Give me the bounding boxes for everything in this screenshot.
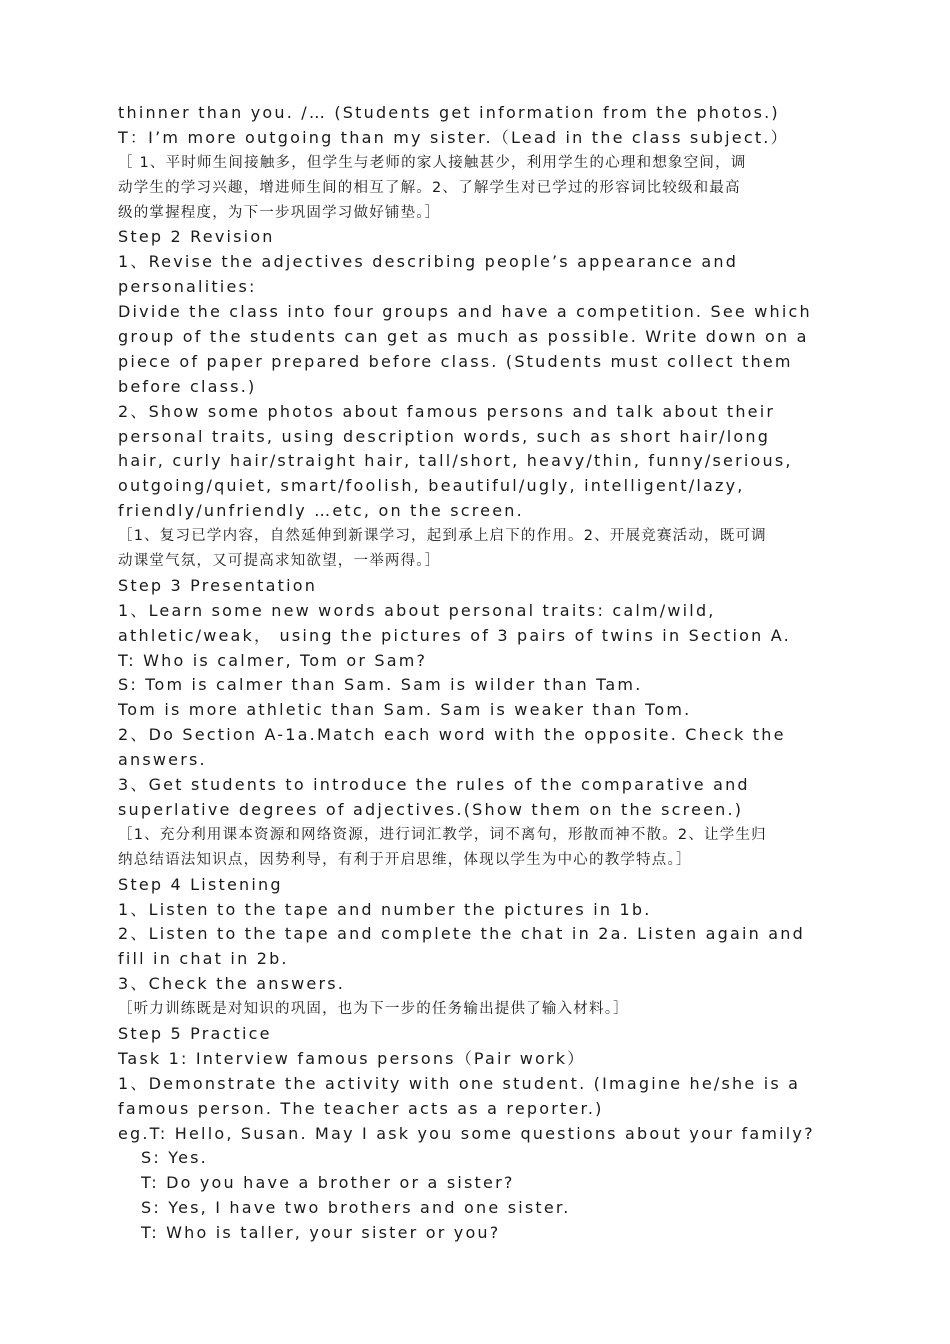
text-line: athletic/weak， using the pictures of 3 pairs of twins in Section A.: [118, 625, 791, 645]
text-line: 3、Check the answers.: [118, 974, 346, 994]
document-body: [118, 101, 868, 1246]
text-line: personal traits, using description words, such as short hair/long: [118, 426, 771, 446]
text-line: 2、Listen to the tape and complete the chat in 2a. Listen again and: [118, 924, 805, 944]
text-line: outgoing/quiet, smart/foolish, beautiful/ugly, intelligent/lazy,: [118, 476, 745, 496]
text-line: 2、Show some photos about famous persons and talk about their: [118, 401, 776, 421]
annotation-line: ［1、复习已学内容，自然延伸到新课学习，起到承上启下的作用。2、开展竞赛活动，既可调: [118, 528, 767, 545]
text-line: before class.): [118, 376, 257, 396]
text-line: 3、Get students to introduce the rules of the comparative and: [118, 775, 750, 795]
annotation-line: 动课堂气氛，又可提高求知欲望，一举两得。］: [118, 553, 441, 570]
annotation-line: ［ 1、平时师生间接触多，但学生与老师的家人接触甚少，利用学生的心理和想象空间，调: [118, 154, 747, 171]
annotation-line: 级的掌握程度，为下一步巩固学习做好铺垫。］: [118, 204, 441, 221]
text-line: Divide the class into four groups and have a competition. See which: [118, 302, 812, 322]
text-line: answers.: [118, 750, 207, 770]
text-line: 2、Do Section A-1a.Match each word with the opposite. Check the: [118, 725, 786, 745]
text-line: T: Who is taller, your sister or you?: [141, 1223, 501, 1243]
text-line: friendly/unfriendly …etc, on the screen.: [118, 501, 524, 521]
text-line: famous person. The teacher acts as a reporter.): [118, 1098, 604, 1118]
text-line: Step 4 Listening: [118, 874, 283, 894]
annotation-line: ［听力训练既是对知识的巩固，也为下一步的任务输出提供了输入材料。］: [118, 1001, 629, 1018]
text-line: 1、Learn some new words about personal traits: calm/wild,: [118, 600, 716, 620]
text-line: S: Tom is calmer than Sam. Sam is wilder than Tam.: [118, 675, 643, 695]
text-line: piece of paper prepared before class. (Students must collect them: [118, 351, 793, 371]
annotation-line: 动学生的学习兴趣，增进师生间的相互了解。2、了解学生对已学过的形容词比较级和最高: [118, 179, 741, 196]
text-line: S: Yes, I have two brothers and one sister.: [141, 1198, 571, 1218]
text-line: hair, curly hair/straight hair, tall/short, heavy/thin, funny/serious,: [118, 451, 793, 471]
text-line: Step 2 Revision: [118, 227, 275, 247]
text-line: S: Yes.: [141, 1148, 208, 1168]
text-line: group of the students can get as much as possible. Write down on a: [118, 327, 809, 347]
annotation-line: ［1、充分利用课本资源和网络资源，进行词汇教学，词不离句，形散而神不散。2、让学生归: [118, 826, 767, 843]
text-line: superlative degrees of adjectives.(Show them on the screen.): [118, 799, 744, 819]
text-line: Task 1: Interview famous persons（Pair work）: [118, 1048, 586, 1068]
text-line: T: Who is calmer, Tom or Sam?: [118, 650, 428, 670]
text-line: fill in chat in 2b.: [118, 949, 289, 969]
text-line: 1、Revise the adjectives describing people’s appearance and: [118, 252, 739, 272]
text-line: Step 5 Practice: [118, 1023, 272, 1043]
text-line: 1、Listen to the tape and number the pictures in 1b.: [118, 899, 652, 919]
text-line: thinner than you. /… (Students get information from the photos.): [118, 103, 780, 122]
text-line: Tom is more athletic than Sam. Sam is weaker than Tom.: [118, 700, 692, 720]
text-line: eg.T: Hello, Susan. May I ask you some questions about your family?: [118, 1123, 815, 1143]
text-line: T：I’m more outgoing than my sister.（Lead in the class subject.）: [118, 127, 789, 147]
text-line: Step 3 Presentation: [118, 575, 318, 595]
text-line: 1、Demonstrate the activity with one student. (Imagine he/she is a: [118, 1073, 801, 1093]
text-line: T: Do you have a brother or a sister?: [141, 1173, 515, 1193]
annotation-line: 纳总结语法知识点，因势利导，有利于开启思维，体现以学生为中心的教学特点。］: [118, 851, 692, 868]
text-line: personalities:: [118, 277, 257, 297]
